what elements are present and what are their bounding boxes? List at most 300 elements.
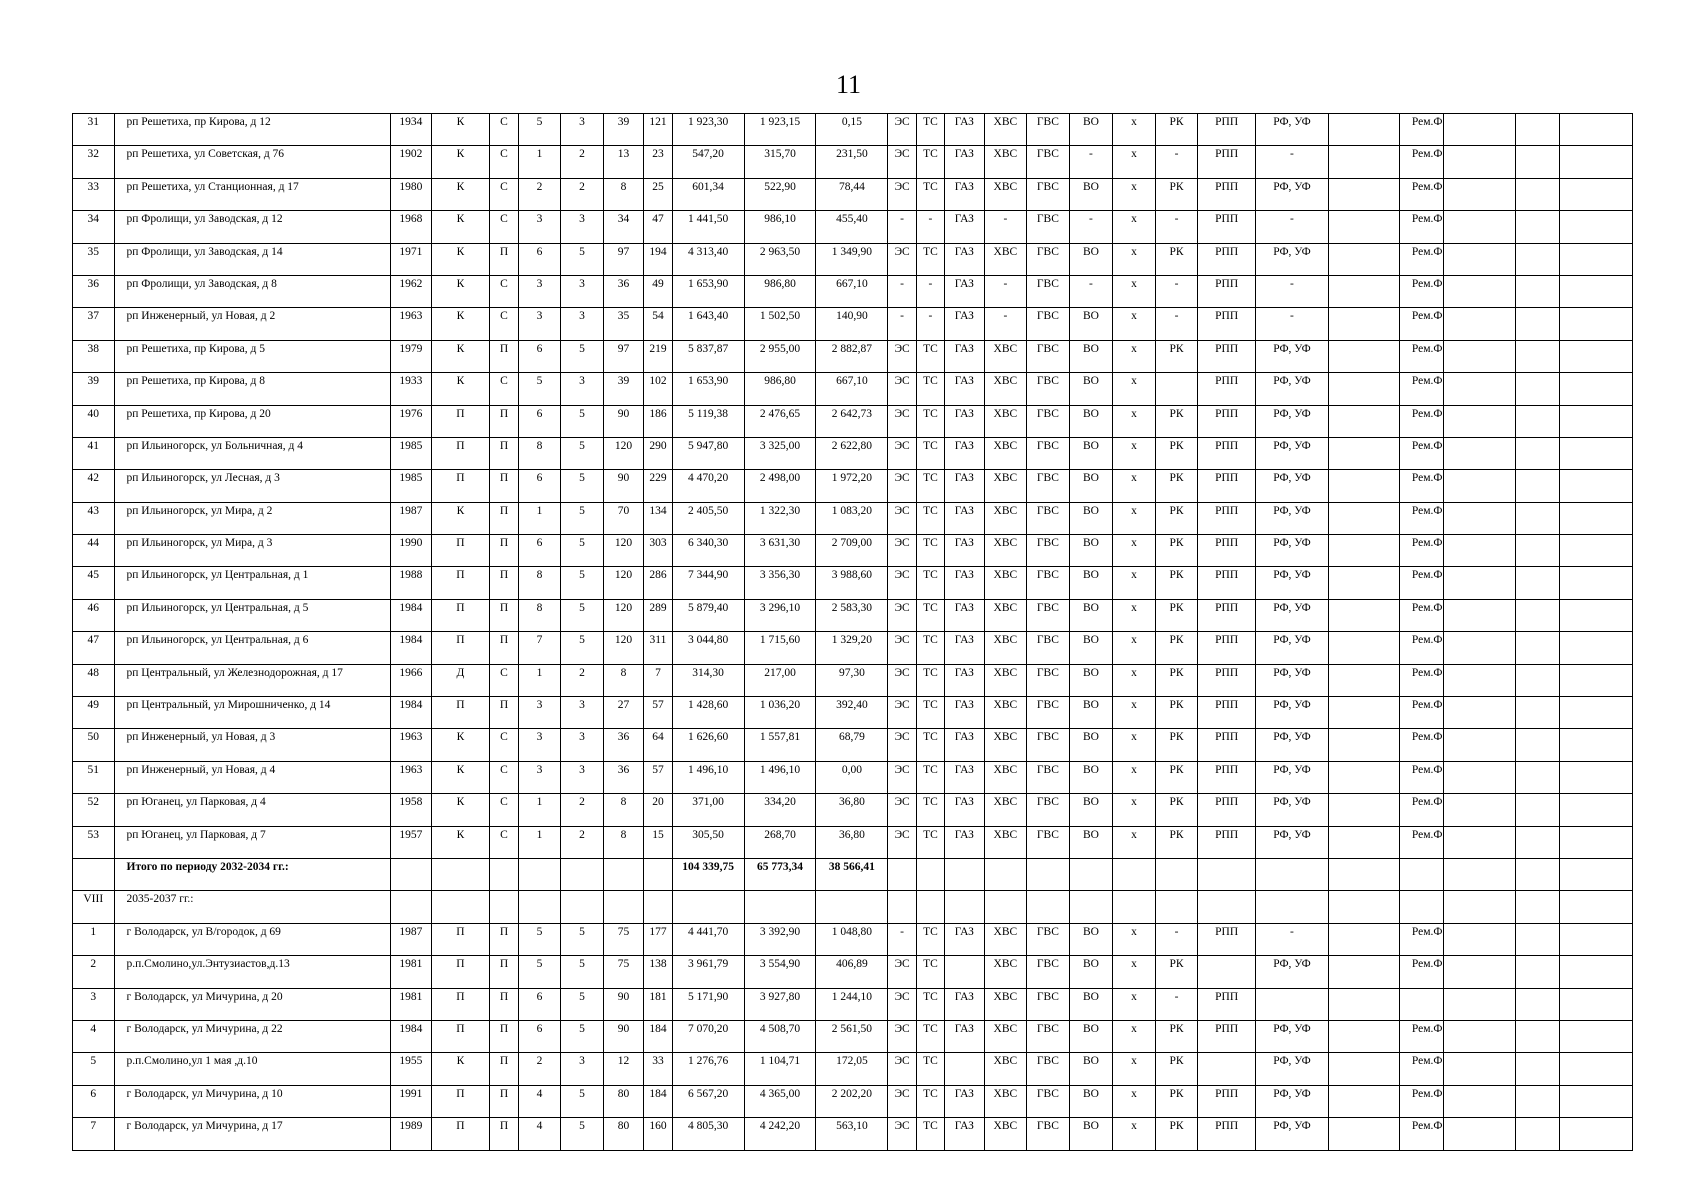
table-cell: 6 bbox=[518, 340, 561, 372]
table-cell: 4 470,20 bbox=[672, 470, 744, 502]
table-cell: ВО bbox=[1069, 664, 1113, 696]
table-cell: 5 bbox=[518, 373, 561, 405]
table-cell: РК bbox=[1155, 535, 1198, 567]
table-cell: РК bbox=[1155, 729, 1198, 761]
table-cell: 1 244,10 bbox=[816, 988, 888, 1020]
table-cell: ГАЗ bbox=[945, 243, 985, 275]
table-cell: 1963 bbox=[391, 729, 432, 761]
table-cell: П bbox=[490, 956, 518, 988]
table-cell: П bbox=[431, 1020, 490, 1052]
table-cell bbox=[945, 956, 985, 988]
table-cell: С bbox=[490, 761, 518, 793]
table-cell: ТС bbox=[916, 794, 944, 826]
table-cell: ТС bbox=[916, 632, 944, 664]
table-cell: 5 bbox=[561, 599, 604, 631]
table-cell bbox=[1444, 858, 1516, 890]
table-cell bbox=[1559, 1053, 1632, 1085]
table-cell: х bbox=[1113, 535, 1156, 567]
table-cell bbox=[561, 858, 604, 890]
table-cell: Рем.Ф bbox=[1399, 535, 1444, 567]
table-cell: 1 923,15 bbox=[744, 114, 816, 146]
table-cell: 1 972,20 bbox=[816, 470, 888, 502]
table-cell: ГВС bbox=[1027, 794, 1070, 826]
table-cell: РФ, УФ bbox=[1256, 794, 1329, 826]
table-cell: ЭС bbox=[888, 535, 916, 567]
table-cell: С bbox=[490, 146, 518, 178]
table-cell: РК bbox=[1155, 1053, 1198, 1085]
table-cell: 3 bbox=[561, 114, 604, 146]
table-cell: ГВС bbox=[1027, 178, 1070, 210]
table-cell: РК bbox=[1155, 178, 1198, 210]
table-cell: х bbox=[1113, 243, 1156, 275]
table-cell: г Володарск, ул В/городок, д 69 bbox=[114, 923, 391, 955]
table-cell: - bbox=[984, 275, 1027, 307]
table-cell: 3 bbox=[561, 1053, 604, 1085]
table-cell: 1981 bbox=[391, 956, 432, 988]
table-cell: ХВС bbox=[984, 146, 1027, 178]
table-cell bbox=[1328, 632, 1399, 664]
table-cell: ЭС bbox=[888, 1053, 916, 1085]
table-cell: 31 bbox=[73, 114, 115, 146]
table-cell: С bbox=[490, 211, 518, 243]
table-cell: - bbox=[888, 308, 916, 340]
table-row bbox=[73, 599, 1633, 631]
table-cell: 986,10 bbox=[744, 211, 816, 243]
table-cell: ТС bbox=[916, 729, 944, 761]
table-cell: 7 bbox=[518, 632, 561, 664]
table-cell: ТС bbox=[916, 178, 944, 210]
table-cell: - bbox=[984, 211, 1027, 243]
table-cell: 1 083,20 bbox=[816, 502, 888, 534]
table-cell: ГВС bbox=[1027, 1020, 1070, 1052]
table-cell bbox=[984, 891, 1027, 923]
table-cell: 7 344,90 bbox=[672, 567, 744, 599]
table-cell: 5 bbox=[518, 114, 561, 146]
table-cell: РПП bbox=[1198, 470, 1256, 502]
table-row bbox=[73, 405, 1633, 437]
table-cell: ГВС bbox=[1027, 502, 1070, 534]
table-cell: ГАЗ bbox=[945, 923, 985, 955]
table-cell: ГАЗ bbox=[945, 632, 985, 664]
table-cell: ВО bbox=[1069, 340, 1113, 372]
table-cell: ТС bbox=[916, 535, 944, 567]
table-cell: ВО bbox=[1069, 794, 1113, 826]
table-cell: х bbox=[1113, 923, 1156, 955]
table-cell: Рем.Ф bbox=[1399, 437, 1444, 469]
table-cell: 140,90 bbox=[816, 308, 888, 340]
table-cell bbox=[1559, 988, 1632, 1020]
table-cell: 1971 bbox=[391, 243, 432, 275]
table-cell: ГАЗ bbox=[945, 664, 985, 696]
table-cell: ХВС bbox=[984, 470, 1027, 502]
table-cell: РПП bbox=[1198, 405, 1256, 437]
table-cell bbox=[1516, 858, 1560, 890]
table-cell: 27 bbox=[603, 697, 644, 729]
table-cell: ГВС bbox=[1027, 567, 1070, 599]
table-cell bbox=[744, 891, 816, 923]
table-row bbox=[73, 1118, 1633, 1150]
table-cell: 38 bbox=[73, 340, 115, 372]
table-cell: 6 bbox=[518, 535, 561, 567]
table-cell: К bbox=[431, 761, 490, 793]
table-cell bbox=[1198, 891, 1256, 923]
table-cell: ВО bbox=[1069, 437, 1113, 469]
table-cell: рп Инженерный, ул Новая, д 4 bbox=[114, 761, 391, 793]
table-cell: ВО bbox=[1069, 729, 1113, 761]
table-cell bbox=[1516, 535, 1560, 567]
table-cell bbox=[1516, 567, 1560, 599]
table-cell: 1963 bbox=[391, 308, 432, 340]
table-cell: - bbox=[1155, 146, 1198, 178]
table-cell: ВО bbox=[1069, 567, 1113, 599]
table-cell bbox=[1444, 1053, 1516, 1085]
table-cell bbox=[1559, 275, 1632, 307]
table-cell: РК bbox=[1155, 697, 1198, 729]
table-cell bbox=[1328, 437, 1399, 469]
table-cell bbox=[1559, 729, 1632, 761]
table-row bbox=[73, 535, 1633, 567]
table-cell bbox=[391, 858, 432, 890]
table-cell: ГАЗ bbox=[945, 599, 985, 631]
table-cell: х bbox=[1113, 1053, 1156, 1085]
table-cell: 3 bbox=[518, 308, 561, 340]
table-cell: - bbox=[1256, 308, 1329, 340]
table-cell: П bbox=[490, 535, 518, 567]
table-cell: 6 567,20 bbox=[672, 1085, 744, 1117]
table-cell: 90 bbox=[603, 405, 644, 437]
table-cell: 311 bbox=[644, 632, 672, 664]
table-cell: 522,90 bbox=[744, 178, 816, 210]
table-cell: 1 715,60 bbox=[744, 632, 816, 664]
table-cell: - bbox=[916, 275, 944, 307]
table-cell: ХВС bbox=[984, 697, 1027, 729]
table-cell bbox=[1516, 988, 1560, 1020]
table-cell: ЭС bbox=[888, 178, 916, 210]
table-cell bbox=[1516, 599, 1560, 631]
table-cell: 1 322,30 bbox=[744, 502, 816, 534]
table-cell bbox=[1444, 567, 1516, 599]
table-cell: Рем.Ф bbox=[1399, 794, 1444, 826]
table-cell: Рем.Ф bbox=[1399, 1020, 1444, 1052]
table-cell bbox=[1444, 340, 1516, 372]
table-cell: К bbox=[431, 211, 490, 243]
table-cell bbox=[1559, 1020, 1632, 1052]
table-cell bbox=[1516, 794, 1560, 826]
table-cell: 120 bbox=[603, 535, 644, 567]
table-cell: 80 bbox=[603, 1118, 644, 1150]
table-cell: ХВС bbox=[984, 956, 1027, 988]
table-cell: рп Решетиха, пр Кирова, д 8 bbox=[114, 373, 391, 405]
table-cell: С bbox=[490, 178, 518, 210]
table-cell bbox=[1559, 535, 1632, 567]
table-row bbox=[73, 858, 1633, 890]
page-number: 11 bbox=[835, 70, 862, 99]
table-cell: ЭС bbox=[888, 761, 916, 793]
table-cell: 75 bbox=[603, 923, 644, 955]
table-cell: ГАЗ bbox=[945, 340, 985, 372]
table-cell: 3 bbox=[561, 697, 604, 729]
table-cell: - bbox=[916, 211, 944, 243]
table-cell: 455,40 bbox=[816, 211, 888, 243]
table-cell: 36 bbox=[603, 275, 644, 307]
table-cell: РФ, УФ bbox=[1256, 729, 1329, 761]
table-cell: 406,89 bbox=[816, 956, 888, 988]
table-cell: 1 653,90 bbox=[672, 275, 744, 307]
table-cell: 181 bbox=[644, 988, 672, 1020]
table-cell: х bbox=[1113, 794, 1156, 826]
table-cell: - bbox=[1069, 211, 1113, 243]
table-cell: 35 bbox=[603, 308, 644, 340]
table-cell: ХВС bbox=[984, 794, 1027, 826]
table-cell bbox=[1516, 502, 1560, 534]
table-cell bbox=[1328, 178, 1399, 210]
table-cell bbox=[1516, 729, 1560, 761]
table-cell: ВО bbox=[1069, 1053, 1113, 1085]
table-cell bbox=[1516, 1118, 1560, 1150]
table-cell: 8 bbox=[518, 437, 561, 469]
table-cell: К bbox=[431, 502, 490, 534]
table-cell: 286 bbox=[644, 567, 672, 599]
table-cell bbox=[1328, 1020, 1399, 1052]
table-cell: РК bbox=[1155, 956, 1198, 988]
table-cell: 49 bbox=[73, 697, 115, 729]
table-cell: 1955 bbox=[391, 1053, 432, 1085]
table-cell bbox=[1155, 891, 1198, 923]
table-cell: 1966 bbox=[391, 664, 432, 696]
table-cell: х bbox=[1113, 437, 1156, 469]
table-cell: РФ, УФ bbox=[1256, 243, 1329, 275]
table-cell: ВО bbox=[1069, 632, 1113, 664]
table-cell bbox=[431, 891, 490, 923]
table-cell bbox=[1328, 1053, 1399, 1085]
table-cell: ГВС bbox=[1027, 697, 1070, 729]
table-cell: К bbox=[431, 373, 490, 405]
table-cell bbox=[1444, 211, 1516, 243]
table-cell: 4 508,70 bbox=[744, 1020, 816, 1052]
table-cell: П bbox=[431, 923, 490, 955]
table-cell: 5 bbox=[561, 437, 604, 469]
table-row bbox=[73, 826, 1633, 858]
table-cell: ВО bbox=[1069, 1118, 1113, 1150]
table-cell: рп Центральный, ул Мирошниченко, д 14 bbox=[114, 697, 391, 729]
table-cell: ТС bbox=[916, 826, 944, 858]
table-cell: ЭС bbox=[888, 988, 916, 1020]
table-cell: х bbox=[1113, 211, 1156, 243]
table-cell bbox=[1399, 891, 1444, 923]
table-cell: ВО bbox=[1069, 470, 1113, 502]
table-cell bbox=[1516, 470, 1560, 502]
table-cell: 160 bbox=[644, 1118, 672, 1150]
table-cell: 2 bbox=[561, 146, 604, 178]
table-cell: 90 bbox=[603, 470, 644, 502]
table-cell bbox=[1444, 146, 1516, 178]
table-cell: 392,40 bbox=[816, 697, 888, 729]
table-cell: 8 bbox=[603, 664, 644, 696]
table-cell: 3 bbox=[561, 729, 604, 761]
table-cell: 78,44 bbox=[816, 178, 888, 210]
table-cell: 289 bbox=[644, 599, 672, 631]
table-cell: 986,80 bbox=[744, 373, 816, 405]
table-cell bbox=[1444, 437, 1516, 469]
table-cell: - bbox=[888, 211, 916, 243]
table-cell: РПП bbox=[1198, 308, 1256, 340]
table-cell: ХВС bbox=[984, 1053, 1027, 1085]
table-cell: РФ, УФ bbox=[1256, 567, 1329, 599]
table-cell: 3 325,00 bbox=[744, 437, 816, 469]
table-cell: 23 bbox=[644, 146, 672, 178]
table-cell: 4 242,20 bbox=[744, 1118, 816, 1150]
table-cell: 34 bbox=[73, 211, 115, 243]
table-cell: РК bbox=[1155, 567, 1198, 599]
table-cell bbox=[1113, 891, 1156, 923]
table-cell: РФ, УФ bbox=[1256, 826, 1329, 858]
table-cell bbox=[888, 858, 916, 890]
table-cell: ЭС bbox=[888, 632, 916, 664]
table-cell bbox=[1444, 632, 1516, 664]
table-cell: 3 927,80 bbox=[744, 988, 816, 1020]
table-cell: РФ, УФ bbox=[1256, 956, 1329, 988]
table-cell bbox=[1069, 891, 1113, 923]
table-cell: х bbox=[1113, 988, 1156, 1020]
table-cell bbox=[1516, 1053, 1560, 1085]
table-cell bbox=[1328, 567, 1399, 599]
table-cell: х bbox=[1113, 178, 1156, 210]
table-cell bbox=[1444, 664, 1516, 696]
table-cell bbox=[1559, 146, 1632, 178]
table-cell: К bbox=[431, 340, 490, 372]
table-cell bbox=[1559, 114, 1632, 146]
table-cell: г Володарск, ул Мичурина, д 10 bbox=[114, 1085, 391, 1117]
table-cell: - bbox=[888, 275, 916, 307]
table-cell: - bbox=[1256, 923, 1329, 955]
table-cell: ГВС bbox=[1027, 599, 1070, 631]
table-cell: ГАЗ bbox=[945, 275, 985, 307]
table-cell: ХВС bbox=[984, 1085, 1027, 1117]
table-cell: 5 bbox=[518, 956, 561, 988]
table-cell: 36,80 bbox=[816, 794, 888, 826]
table-cell bbox=[1328, 114, 1399, 146]
table-cell: 2 bbox=[561, 826, 604, 858]
table-cell: П bbox=[431, 470, 490, 502]
table-cell: 3 961,79 bbox=[672, 956, 744, 988]
table-cell: ГАЗ bbox=[945, 535, 985, 567]
table-cell: р.п.Смолино,ул.Энтузиастов,д.13 bbox=[114, 956, 391, 988]
table-cell: рп Центральный, ул Железнодорожная, д 17 bbox=[114, 664, 391, 696]
table-cell: ЭС bbox=[888, 729, 916, 761]
table-cell: Рем.Ф bbox=[1399, 243, 1444, 275]
table-cell: П bbox=[490, 988, 518, 1020]
table-cell: ТС bbox=[916, 1118, 944, 1150]
table-cell: 5 bbox=[561, 1118, 604, 1150]
table-cell: - bbox=[984, 308, 1027, 340]
table-cell: ГВС bbox=[1027, 437, 1070, 469]
table-cell: Рем.Ф bbox=[1399, 697, 1444, 729]
table-cell: рп Решетиха, ул Советская, д 76 bbox=[114, 146, 391, 178]
table-cell: 33 bbox=[73, 178, 115, 210]
table-cell: 5 bbox=[561, 567, 604, 599]
table-cell: рп Юганец, ул Парковая, д 4 bbox=[114, 794, 391, 826]
table-cell: 3 bbox=[518, 729, 561, 761]
table-cell: 1988 bbox=[391, 567, 432, 599]
table-cell: 2 bbox=[73, 956, 115, 988]
table-cell: 25 bbox=[644, 178, 672, 210]
table-cell: 5 119,38 bbox=[672, 405, 744, 437]
table-cell bbox=[1516, 340, 1560, 372]
table-cell: П bbox=[431, 405, 490, 437]
table-cell: ТС bbox=[916, 697, 944, 729]
table-cell bbox=[1516, 697, 1560, 729]
table-cell bbox=[984, 858, 1027, 890]
table-cell: ВО bbox=[1069, 988, 1113, 1020]
table-cell: ВО bbox=[1069, 1085, 1113, 1117]
table-cell: х bbox=[1113, 275, 1156, 307]
table-cell: 6 bbox=[518, 470, 561, 502]
table-cell bbox=[1516, 275, 1560, 307]
table-cell: ГВС bbox=[1027, 405, 1070, 437]
table-cell: С bbox=[490, 794, 518, 826]
table-cell: РК bbox=[1155, 1118, 1198, 1150]
table-cell: Рем.Ф bbox=[1399, 632, 1444, 664]
table-cell: 7 070,20 bbox=[672, 1020, 744, 1052]
table-cell: РФ, УФ bbox=[1256, 632, 1329, 664]
table-cell: ТС bbox=[916, 664, 944, 696]
table-cell: рп Ильиногорск, ул Центральная, д 5 bbox=[114, 599, 391, 631]
table-cell bbox=[1444, 405, 1516, 437]
table-cell: 2 583,30 bbox=[816, 599, 888, 631]
table-cell: 1 bbox=[518, 664, 561, 696]
table-cell: х bbox=[1113, 826, 1156, 858]
table-cell: РК bbox=[1155, 664, 1198, 696]
table-cell: К bbox=[431, 114, 490, 146]
table-cell: х bbox=[1113, 956, 1156, 988]
table-cell: ГАЗ bbox=[945, 761, 985, 793]
table-cell: ГАЗ bbox=[945, 697, 985, 729]
table-cell: РПП bbox=[1198, 761, 1256, 793]
table-cell bbox=[1069, 858, 1113, 890]
table-cell: П bbox=[431, 1085, 490, 1117]
table-cell bbox=[1198, 956, 1256, 988]
table-cell: ГАЗ bbox=[945, 373, 985, 405]
table-cell bbox=[1559, 891, 1632, 923]
table-cell: П bbox=[490, 632, 518, 664]
table-cell: ВО bbox=[1069, 923, 1113, 955]
table-cell: 2 622,80 bbox=[816, 437, 888, 469]
table-cell: ТС bbox=[916, 956, 944, 988]
table-cell: ГВС bbox=[1027, 535, 1070, 567]
table-cell: ХВС bbox=[984, 405, 1027, 437]
table-cell bbox=[1516, 1020, 1560, 1052]
table-cell: 43 bbox=[73, 502, 115, 534]
table-cell: 4 bbox=[73, 1020, 115, 1052]
table-cell: РПП bbox=[1198, 502, 1256, 534]
table-cell: ГАЗ bbox=[945, 470, 985, 502]
table-cell: К bbox=[431, 243, 490, 275]
table-cell: ГВС bbox=[1027, 211, 1070, 243]
table-cell: 5 bbox=[561, 956, 604, 988]
table-cell: П bbox=[431, 535, 490, 567]
table-cell: П bbox=[490, 1053, 518, 1085]
table-cell: ТС bbox=[916, 988, 944, 1020]
table-cell: 4 313,40 bbox=[672, 243, 744, 275]
table-cell: ХВС bbox=[984, 1118, 1027, 1150]
table-cell: К bbox=[431, 1053, 490, 1085]
table-cell: - bbox=[1256, 211, 1329, 243]
table-cell: Рем.Ф bbox=[1399, 567, 1444, 599]
table-cell: Рем.Ф bbox=[1399, 761, 1444, 793]
table-cell: Рем.Ф bbox=[1399, 956, 1444, 988]
table-cell: К bbox=[431, 826, 490, 858]
table-cell bbox=[1328, 956, 1399, 988]
